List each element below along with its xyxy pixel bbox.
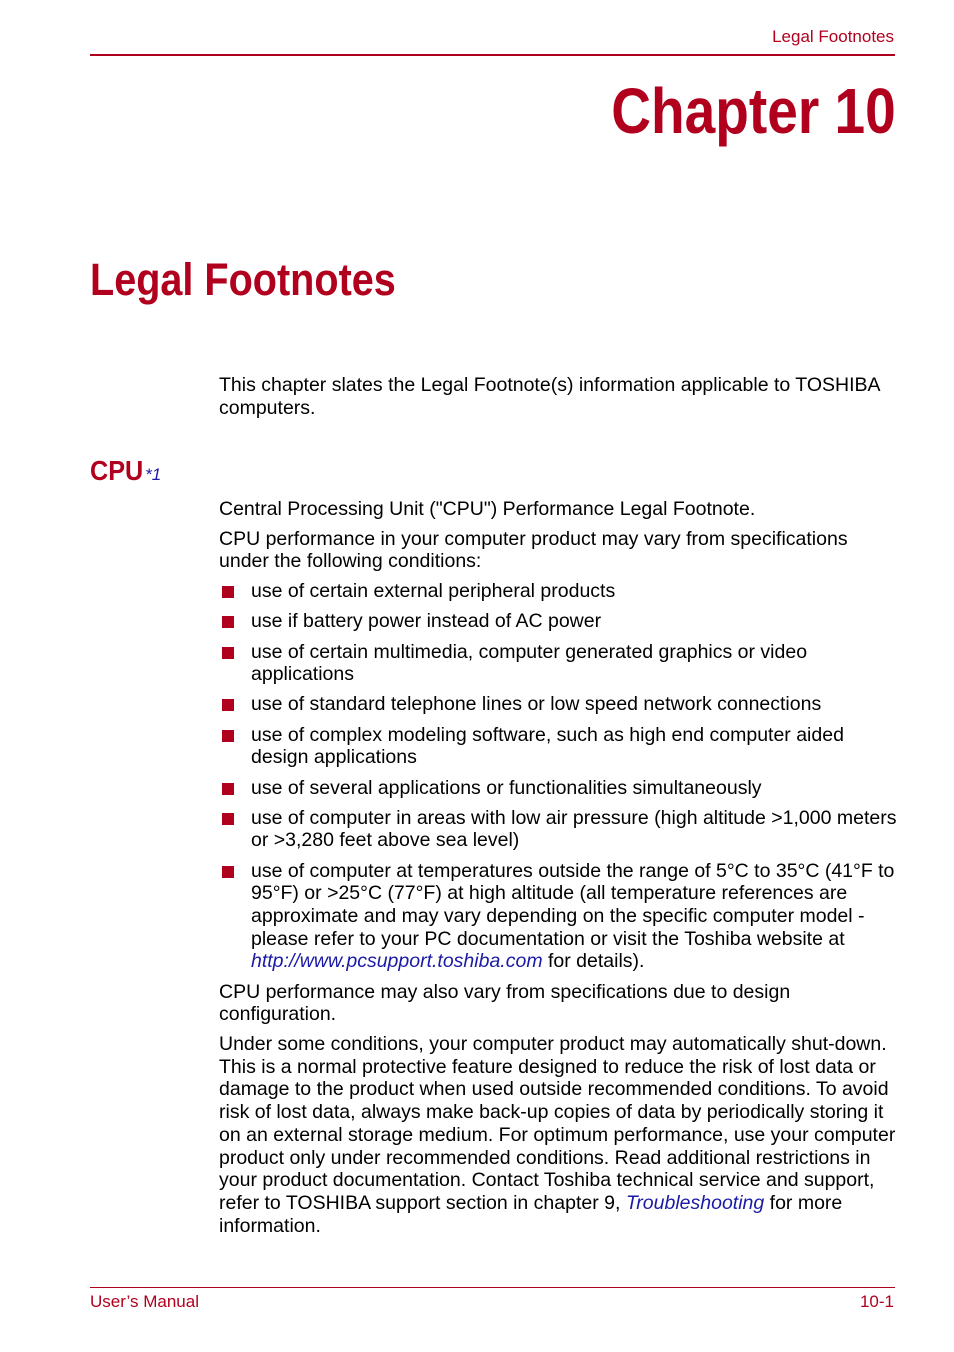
list-item xyxy=(219,807,899,852)
paragraph-text: Under some conditions, your computer product may automatically shut-down. This is a normal protective feature designed to reduce the risk of lost data or damage to the product when used outside recommended conditions. To avoid risk of lost data, always make back-up copies of data by periodically storing it on an external storage medium. For optimum performance, use your computer product only under recommended conditions. Read additional restrictions in your product documentation. Contact Toshiba technical service and support, refer to TOSHIBA support section in chapter 9, xyxy=(219,1033,896,1214)
chapter-title: Chapter 10 xyxy=(611,75,896,147)
cpu-heading-label: CPU xyxy=(90,455,144,486)
list-item xyxy=(219,610,899,633)
page-number: 10-1 xyxy=(859,1292,894,1311)
list-item xyxy=(219,641,899,686)
footer-manual-title: User’s Manual xyxy=(90,1292,199,1311)
list-item-text-end: for details). xyxy=(542,950,645,973)
intro-paragraph: This chapter slates the Legal Footnote(s) information applicable to TOSHIBA computers. xyxy=(219,374,880,419)
section-title: Legal Footnotes xyxy=(90,254,396,305)
cpu-paragraph-4 xyxy=(219,1033,899,1237)
toshiba-support-link[interactable]: http://www.pcsupport.toshiba.com xyxy=(251,950,543,973)
header-rule xyxy=(90,54,895,56)
cpu-paragraph-1: Central Processing Unit ("CPU") Performance Legal Footnote. xyxy=(219,498,756,520)
list-item xyxy=(219,693,899,716)
cpu-paragraph-2: CPU performance in your computer product may vary from specifications under the following conditions: xyxy=(219,527,848,573)
list-item xyxy=(219,860,899,974)
square-bullet-icon xyxy=(222,699,234,711)
square-bullet-icon xyxy=(222,813,234,825)
list-item xyxy=(219,777,899,800)
list-item-text: use of computer in areas with low air pressure (high altitude >1,000 meters or >3,280 feet above sea level) xyxy=(251,806,897,852)
running-header: Legal Footnotes xyxy=(772,27,894,46)
list-item-text: use of computer at temperatures outside the range of 5°C to 35°C (41°F to 95°F) or >25°C (77°F) at high altitude (all temperature references are approximate and may vary depending on the specific computer model - please refer to your PC documentation or visit the Toshiba website at xyxy=(251,859,895,950)
list-item-text: use of standard telephone lines or low speed network connections xyxy=(251,693,822,716)
square-bullet-icon xyxy=(222,866,234,878)
square-bullet-icon xyxy=(222,647,234,659)
square-bullet-icon xyxy=(222,586,234,598)
list-item xyxy=(219,580,899,603)
troubleshooting-link[interactable]: Troubleshooting xyxy=(625,1191,765,1214)
list-item-text: use of several applications or functionalities simultaneously xyxy=(251,776,762,799)
list-item-text: use if battery power instead of AC power xyxy=(251,610,602,633)
list-item-text: use of certain external peripheral products xyxy=(251,580,616,603)
list-item-text: use of complex modeling software, such as high end computer aided design applications xyxy=(251,723,844,769)
conditions-list xyxy=(219,580,899,973)
square-bullet-icon xyxy=(222,783,234,795)
paragraph-text-end: for more information. xyxy=(219,1191,843,1237)
cpu-footnote-ref[interactable]: *1 xyxy=(145,465,162,484)
footer-rule xyxy=(90,1287,895,1288)
list-item xyxy=(219,724,899,769)
cpu-paragraph-3: CPU performance may also vary from specifications due to design configuration. xyxy=(219,980,791,1026)
square-bullet-icon xyxy=(222,616,234,628)
cpu-heading xyxy=(90,455,161,487)
list-item-text: use of certain multimedia, computer generated graphics or video applications xyxy=(251,640,808,686)
cpu-content xyxy=(219,498,899,1244)
square-bullet-icon xyxy=(222,730,234,742)
